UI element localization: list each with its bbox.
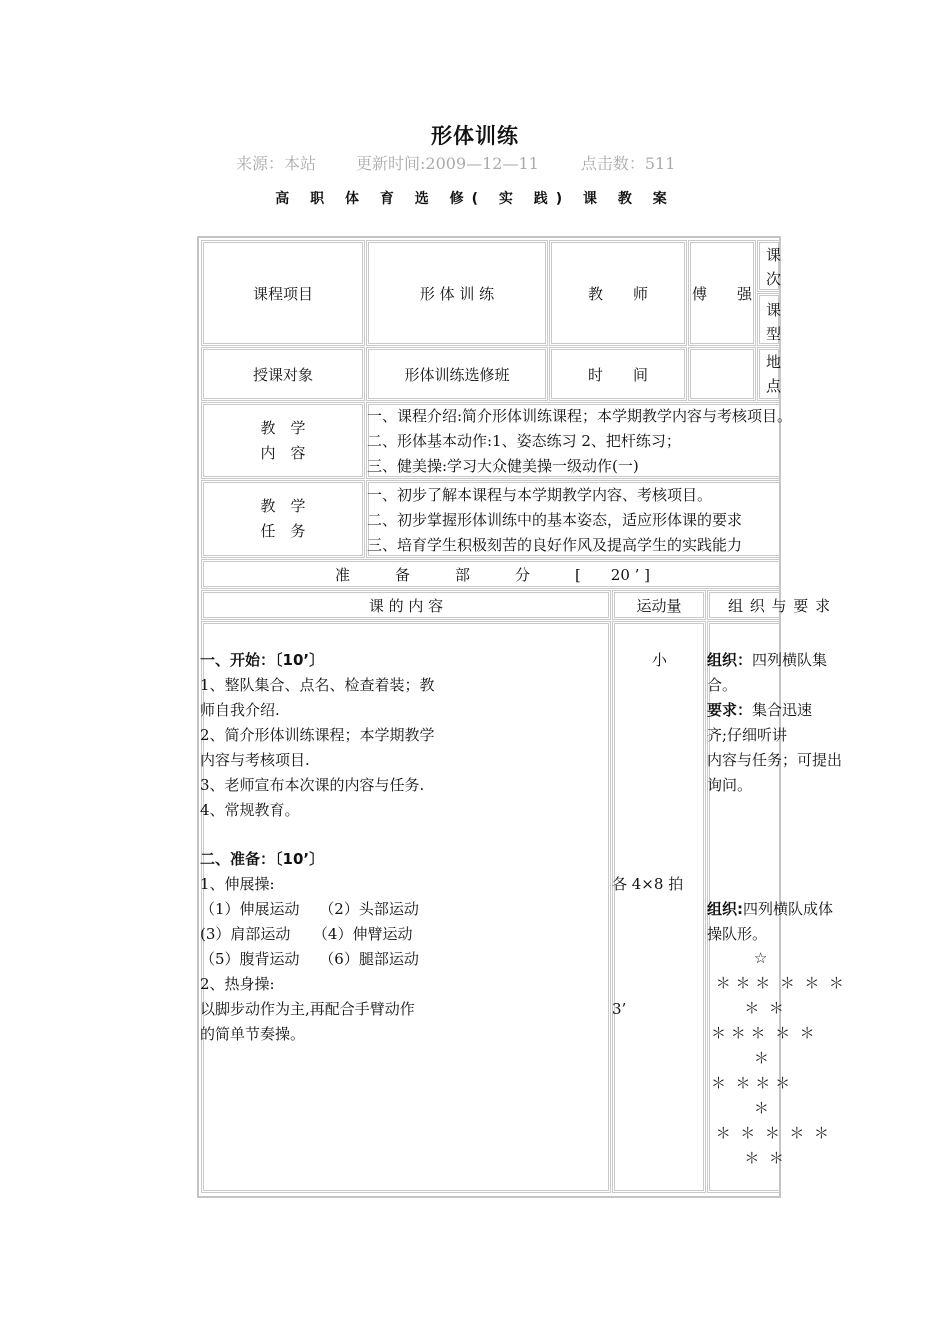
body-line: 1、伸展操:	[200, 875, 275, 893]
load-value: 3’	[612, 1000, 627, 1018]
time-value	[688, 347, 756, 401]
col-header-load: 运动量	[612, 590, 706, 620]
org-line: 组织：四列横队集	[707, 651, 828, 669]
req-line: 内容与任务；可提出	[707, 751, 843, 769]
task-line: 二、初步掌握形体训练中的基本姿态，适应形体课的要求	[367, 511, 743, 529]
tasks-label: 教 学 任 务	[201, 480, 365, 558]
lesson-type-label: 课 型	[757, 293, 781, 346]
section-prep-title: 二、准备：〔10’〕	[200, 850, 325, 868]
source-text: 来源：本站	[236, 154, 317, 173]
time-label: 时 间	[549, 347, 687, 401]
req-line: 询问。	[707, 776, 753, 794]
course-item-value: 形 体 训 练	[366, 240, 548, 346]
content-line: 三、健美操:学习大众健美操一级动作(一)	[367, 457, 639, 475]
audience-value: 形体训练选修班	[366, 347, 548, 401]
formation-row: ＊ ＊ ＊ ＊	[711, 1074, 791, 1092]
col-header-content: 课 的 内 容	[201, 590, 611, 620]
load-value: 各 4×8 拍	[612, 875, 684, 893]
updated-text: 更新时间:2009—12—11	[356, 154, 539, 173]
load-value: 小	[652, 651, 668, 669]
teacher-value: 傅 强	[688, 240, 756, 346]
prep-section-header: 准 备 部 分 [ 20 ’ ]	[201, 559, 781, 589]
place-label: 地 点	[757, 347, 781, 401]
body-line: 内容与考核项目.	[200, 751, 310, 769]
course-item-label: 课程项目	[201, 240, 365, 346]
formation-row: ＊ ＊ ＊ ＊ ＊	[711, 1124, 829, 1142]
audience-label: 授课对象	[201, 347, 365, 401]
body-line: 1、整队集合、点名、检查着装；教	[200, 676, 435, 694]
formation-row: ＊	[711, 1049, 769, 1067]
body-line: （5）腹背运动 （6）腿部运动	[200, 950, 419, 968]
body-line: 2、简介形体训练课程；本学期教学	[200, 726, 435, 744]
body-load-cell	[612, 621, 706, 1193]
org-line: 合。	[707, 676, 738, 694]
content-line: 一、课程介绍:简介形体训练课程；本学期教学内容与考核项目。	[367, 407, 793, 425]
formation-row: ＊ ＊	[711, 999, 784, 1017]
task-line: 三、培育学生积极刻苦的良好作风及提高学生的实践能力	[367, 536, 743, 554]
formation-row: ＊ ＊ ＊ ＊ ＊ ＊	[711, 974, 844, 992]
body-line: 师自我介绍.	[200, 701, 280, 719]
org-line: 组织:四列横队成体	[707, 900, 834, 918]
req-line: 齐;仔细听讲	[707, 726, 788, 744]
document-subtitle: 高 职 体 育 选 修( 实 践) 课 教 案	[275, 191, 675, 207]
col-header-org: 组 织 与 要 求	[707, 590, 781, 620]
formation-row: ＊ ＊ ＊ ＊ ＊	[711, 1024, 815, 1042]
hits-text: 点击数：511	[580, 154, 676, 173]
formation-row: ☆	[711, 949, 768, 967]
lesson-count-label: 课 次	[757, 240, 781, 292]
body-line: 的简单节奏操。	[200, 1025, 306, 1043]
body-line: (3）肩部运动 （4）伸臂运动	[200, 925, 413, 943]
org-line: 操队形。	[707, 925, 768, 943]
body-line: （1）伸展运动 （2）头部运动	[200, 900, 419, 918]
content-line: 二、形体基本动作:1、姿态练习 2、把杆练习；	[367, 432, 681, 450]
task-line: 一、初步了解本课程与本学期教学内容、考核项目。	[367, 486, 713, 504]
section-start-title: 一、开始：〔10’〕	[200, 651, 325, 669]
body-line: 3、老师宣布本次课的内容与任务.	[200, 776, 425, 794]
teacher-label: 教 师	[549, 240, 687, 346]
page-title: 形体训练	[431, 124, 519, 148]
req-line: 要求：集合迅速	[707, 701, 813, 719]
meta-line	[236, 151, 675, 174]
formation-row: ＊ ＊	[711, 1149, 784, 1167]
body-line: 以脚步动作为主,再配合手臂动作	[200, 1000, 415, 1018]
body-line: 4、常规教育。	[200, 801, 300, 819]
body-line: 2、热身操:	[200, 975, 275, 993]
content-label: 教 学 内 容	[201, 402, 365, 479]
formation-row: ＊	[711, 1099, 769, 1117]
